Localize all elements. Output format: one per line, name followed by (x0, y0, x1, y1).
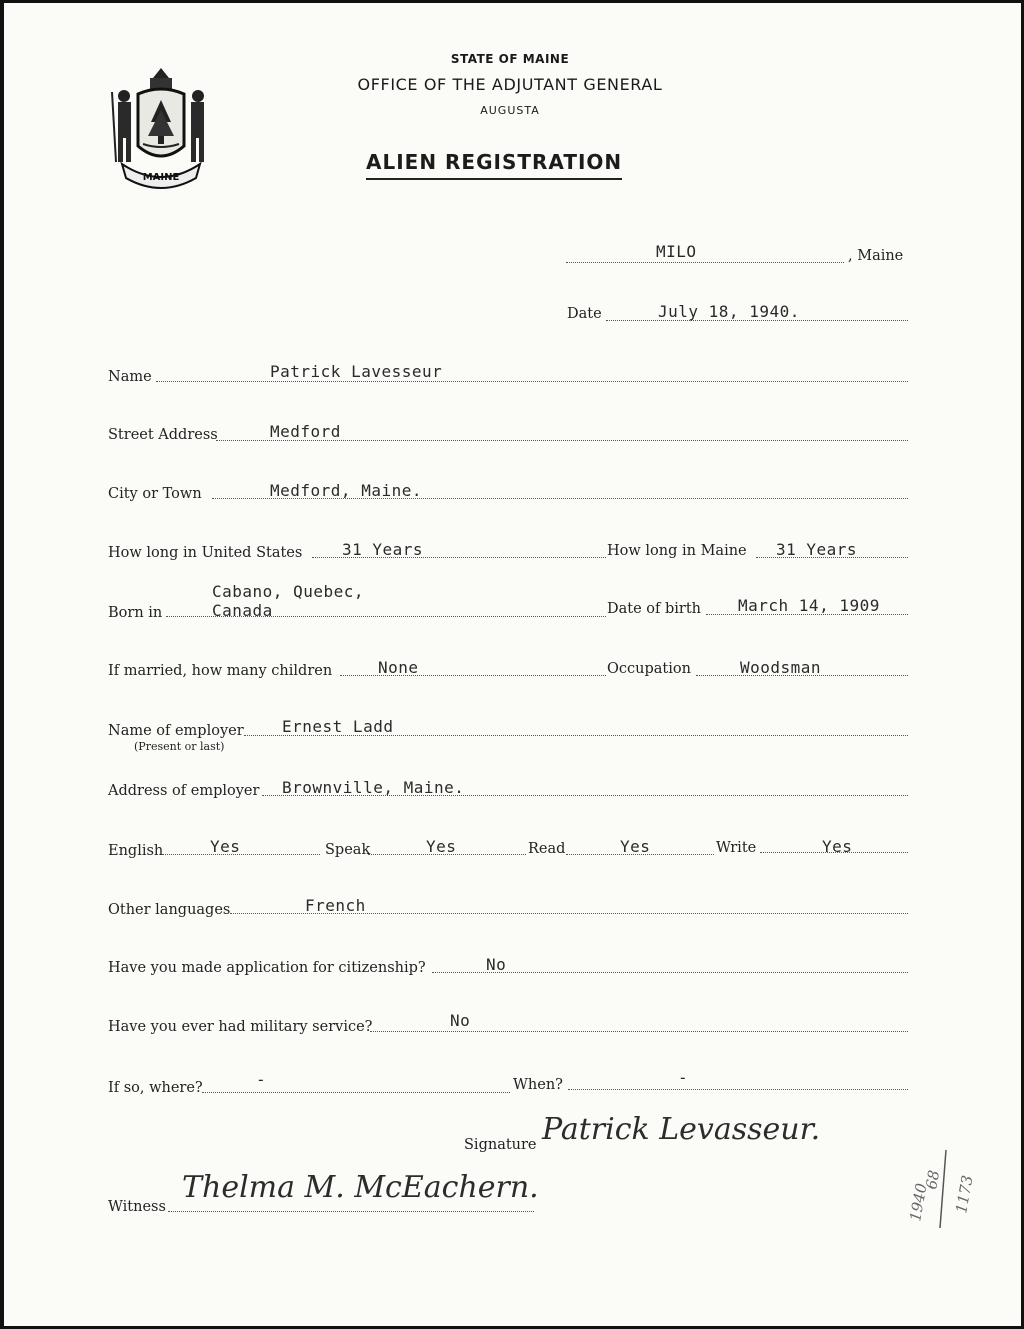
signature-label: Signature (464, 1137, 537, 1153)
margin-note-year: 1940 (906, 1181, 931, 1223)
us-duration-label: How long in United States (108, 545, 303, 561)
write-label: Write (716, 840, 757, 856)
maine-duration-label: How long in Maine (607, 543, 747, 559)
street-value: Medford (270, 422, 341, 441)
state-seal-icon (108, 66, 214, 190)
where-label: If so, where? (108, 1080, 203, 1096)
city-value: Medford, Maine. (270, 481, 422, 500)
other-languages-label: Other languages (108, 902, 231, 918)
place-town: MILO (656, 242, 697, 261)
office-heading: OFFICE OF THE ADJUTANT GENERAL (357, 75, 663, 94)
date-value: July 18, 1940. (658, 302, 800, 321)
occupation-label: Occupation (607, 661, 691, 677)
speak-value: Yes (426, 837, 457, 856)
dob-value: March 14, 1909 (738, 596, 880, 615)
form-title: ALIEN REGISTRATION (366, 150, 622, 180)
name-label: Name (108, 369, 152, 385)
english-label: English (108, 843, 164, 859)
margin-note-number: 68 (922, 1168, 944, 1191)
citizenship-label: Have you made application for citizenship? (108, 960, 426, 976)
dob-label: Date of birth (607, 601, 702, 617)
us-duration-value: 31 Years (342, 540, 424, 559)
margin-note-id: 1173 (952, 1173, 977, 1215)
born-label: Born in (108, 605, 163, 621)
born-value-line2: Canada (212, 601, 273, 620)
english-line (162, 854, 320, 855)
street-label: Street Address (108, 427, 218, 443)
citizenship-value: No (486, 955, 507, 974)
employer-label: Name of employer (108, 723, 244, 739)
employer-address-value: Brownville, Maine. (282, 778, 465, 797)
write-value: Yes (822, 837, 853, 856)
margin-notes (900, 1150, 980, 1230)
military-label: Have you ever had military service? (108, 1019, 373, 1035)
name-value: Patrick Lavesseur (270, 362, 443, 381)
children-value: None (378, 658, 419, 677)
english-value: Yes (210, 837, 241, 856)
state-heading: STATE OF MAINE (450, 52, 570, 66)
speak-label: Speak (325, 842, 371, 858)
date-label: Date (567, 306, 602, 322)
military-value: No (450, 1011, 471, 1030)
born-value-line1: Cabano, Quebec, (212, 582, 364, 601)
read-label: Read (528, 841, 566, 857)
military-line (370, 1031, 908, 1032)
when-line (568, 1089, 908, 1090)
place-suffix: , Maine (848, 248, 904, 264)
signature-value: Patrick Levasseur. (542, 1112, 821, 1147)
city-label: City or Town (108, 486, 202, 502)
children-label: If married, how many children (108, 663, 333, 679)
where-value: - (256, 1070, 267, 1089)
place-line (566, 262, 844, 263)
when-value: - (678, 1068, 689, 1087)
city-heading: AUGUSTA (480, 104, 540, 117)
employer-value: Ernest Ladd (282, 717, 394, 736)
other-languages-value: French (305, 896, 366, 915)
witness-label: Witness (108, 1199, 166, 1215)
employer-address-label: Address of employer (108, 783, 260, 799)
when-label: When? (513, 1077, 563, 1093)
occupation-value: Woodsman (740, 658, 822, 677)
employer-sublabel: (Present or last) (134, 740, 225, 753)
read-value: Yes (620, 837, 651, 856)
witness-value: Thelma M. McEachern. (182, 1170, 539, 1205)
witness-line (168, 1211, 534, 1212)
where-line (202, 1092, 510, 1093)
maine-duration-value: 31 Years (776, 540, 858, 559)
name-line (156, 381, 908, 382)
seal-text: MAINE (142, 172, 180, 183)
